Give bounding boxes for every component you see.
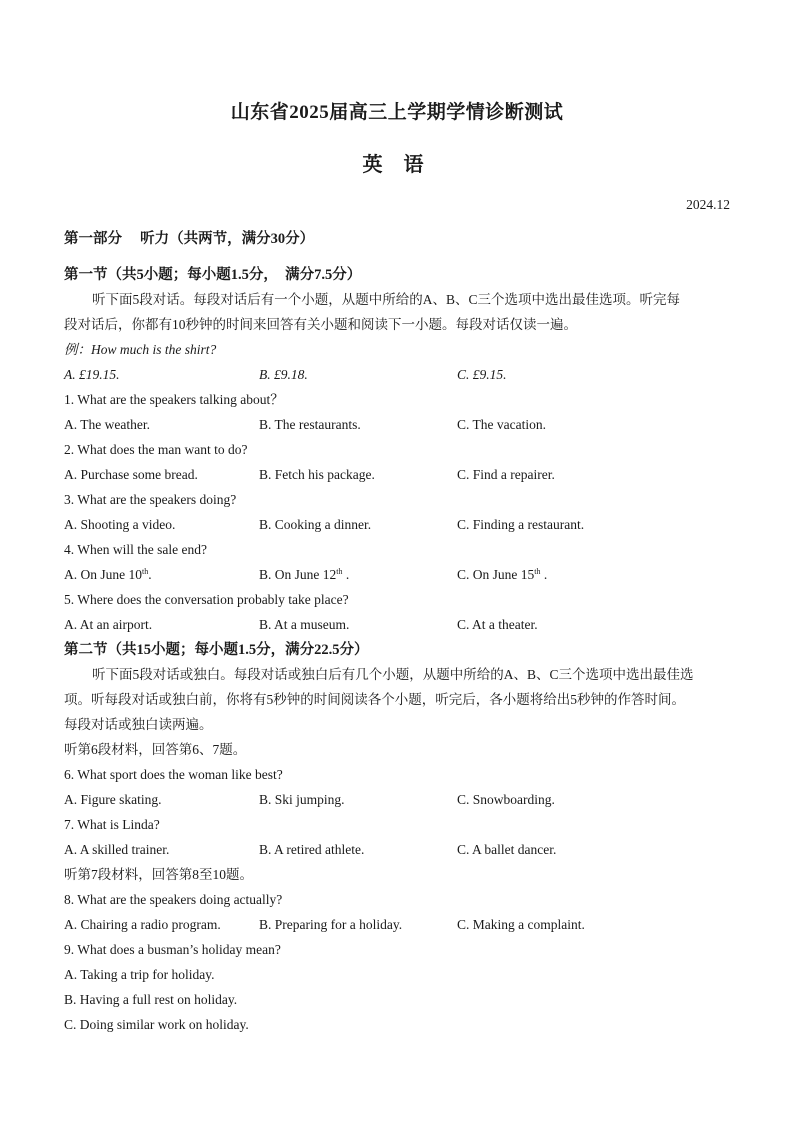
q8-option-c: C. Making a complaint.: [457, 917, 585, 932]
question-6: 6. What sport does the woman like best?: [64, 767, 283, 782]
q4-option-a-text: A. On June 10: [64, 567, 142, 582]
q3-option-a: A. Shooting a video.: [64, 517, 176, 532]
q6-option-b: B. Ski jumping.: [259, 792, 345, 807]
q7-option-c: C. A ballet dancer.: [457, 842, 557, 857]
exam-title: 山东省2025届高三上学期学情诊断测试: [230, 102, 564, 123]
q5-option-c: C. At a theater.: [457, 617, 538, 632]
section2-instructions-line1: 听下面5段对话或独白。每段对话或独白后有几个小题，从题中所给的A、B、C三个选项中选出最佳选: [92, 667, 694, 682]
q9-option-b: B. Having a full rest on holiday.: [64, 992, 238, 1007]
section1-heading: 第一节（共5小题；每小题1.5分， 满分7.5分）: [64, 267, 362, 283]
question-9: 9. What does a busman’s holiday mean?: [64, 942, 281, 957]
q9-option-c: C. Doing similar work on holiday.: [64, 1017, 249, 1032]
q3-option-c: C. Finding a restaurant.: [457, 517, 585, 532]
section2-instructions-line2: 项。听每段对话或独白前，你将有5秒钟的时间阅读各个小题，听完后，各小题将给出5秒钟的作答时间。: [64, 692, 685, 707]
question-1: 1. What are the speakers talking about？: [64, 392, 284, 407]
question-2: 2. What does the man want to do?: [64, 442, 248, 457]
q8-option-a: A. Chairing a radio program.: [64, 917, 221, 932]
q4-option-c: [457, 566, 547, 584]
example-option-b: B. £9.18.: [259, 367, 308, 382]
question-5: 5. Where does the conversation probably take place?: [64, 592, 349, 607]
q1-option-a: A. The weather.: [64, 417, 150, 432]
q4-option-b: [259, 566, 349, 584]
q4-option-a-sup: th: [142, 567, 149, 576]
q6-option-c: C. Snowboarding.: [457, 792, 555, 807]
q4-option-c-sup: th: [534, 567, 541, 576]
q1-option-c: C. The vacation.: [457, 417, 546, 432]
question-3: 3. What are the speakers doing?: [64, 492, 237, 507]
q5-option-a: A. At an airport.: [64, 617, 153, 632]
section1-instructions-line2: 段对话后，你都有10秒钟的时间来回答有关小题和阅读下一小题。每段对话仅读一遍。: [64, 317, 577, 332]
q4-option-c-end: .: [540, 567, 548, 582]
section2-instructions-line3: 每段对话或独白读两遍。: [64, 717, 213, 732]
q4-option-c-text: C. On June 15: [457, 567, 535, 582]
q6-option-a: A. Figure skating.: [64, 792, 162, 807]
question-4: 4. When will the sale end?: [64, 542, 207, 557]
example-question: 例：How much is the shirt?: [64, 342, 217, 357]
q4-option-a-end: .: [148, 567, 152, 582]
q7-option-a: A. A skilled trainer.: [64, 842, 170, 857]
part1-heading: 第一部分 听力（共两节，满分30分）: [64, 231, 315, 247]
q2-option-a: A. Purchase some bread.: [64, 467, 198, 482]
example-option-c: C. £9.15.: [457, 367, 507, 382]
q2-option-c: C. Find a repairer.: [457, 467, 555, 482]
material-6-note: 听第6段材料，回答第6、7题。: [64, 742, 247, 757]
section2-heading: 第二节（共15小题；每小题1.5分，满分22.5分）: [64, 642, 369, 658]
q4-option-b-text: B. On June 12: [259, 567, 337, 582]
q4-option-b-sup: th: [336, 567, 343, 576]
exam-date: 2024.12: [686, 197, 730, 212]
material-7-note: 听第7段材料，回答第8至10题。: [64, 867, 253, 882]
q8-option-b: B. Preparing for a holiday.: [259, 917, 403, 932]
q3-option-b: B. Cooking a dinner.: [259, 517, 372, 532]
subject-title: 英 语: [362, 154, 432, 176]
q4-option-b-end: .: [342, 567, 350, 582]
section1-instructions-line1: 听下面5段对话。每段对话后有一个小题，从题中所给的A、B、C三个选项中选出最佳选项。听完每: [92, 292, 681, 307]
q1-option-b: B. The restaurants.: [259, 417, 361, 432]
q7-option-b: B. A retired athlete.: [259, 842, 365, 857]
question-7: 7. What is Linda?: [64, 817, 160, 832]
example-option-a: A. £19.15.: [64, 367, 120, 382]
q2-option-b: B. Fetch his package.: [259, 467, 375, 482]
q9-option-a: A. Taking a trip for holiday.: [64, 967, 215, 982]
question-8: 8. What are the speakers doing actually?: [64, 892, 283, 907]
q5-option-b: B. At a museum.: [259, 617, 350, 632]
q4-option-a: [64, 566, 152, 584]
